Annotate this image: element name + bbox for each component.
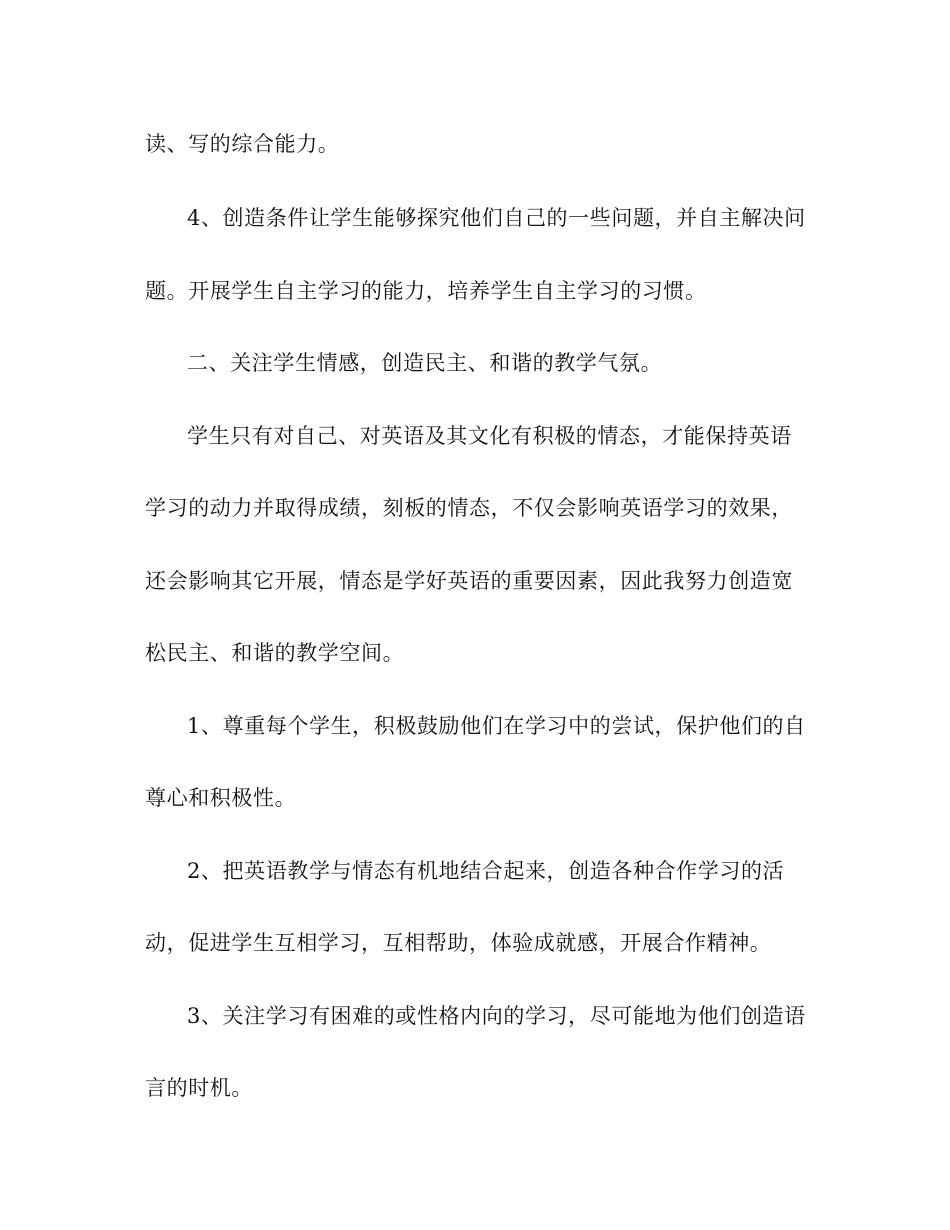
text-line: 2、把英语教学与情态有机地结合起来，创造各种合作学习的活 [187, 859, 785, 883]
text-line: 学习的动力并取得成绩，刻板的情态，不仅会影响英语学习的效果， [145, 496, 793, 520]
text-line: 学生只有对自己、对英语及其文化有积极的情态，才能保持英语 [187, 424, 792, 448]
text-line: 4、创造条件让学生能够探究他们自己的一些问题，并自主解决问 [187, 206, 806, 230]
section-heading: 二、关注学生情感，创造民主、和谐的教学气氛。 [187, 351, 663, 375]
text-line: 还会影响其它开展，情态是学好英语的重要因素，因此我努力创造宽 [145, 569, 793, 593]
text-line: 题。开展学生自主学习的能力，培养学生自主学习的习惯。 [145, 279, 707, 303]
text-line: 言的时机。 [145, 1076, 253, 1100]
text-line: 1、尊重每个学生，积极鼓励他们在学习中的尝试，保护他们的自 [187, 714, 806, 738]
text-line: 3、关注学习有困难的或性格内向的学习，尽可能地为他们创造语 [187, 1004, 806, 1028]
text-line: 松民主、和谐的教学空间。 [145, 641, 405, 665]
text-line: 读、写的综合能力。 [145, 132, 340, 156]
text-line: 动，促进学生互相学习，互相帮助，体验成就感，开展合作精神。 [145, 931, 772, 955]
text-line: 尊心和积极性。 [145, 786, 297, 810]
